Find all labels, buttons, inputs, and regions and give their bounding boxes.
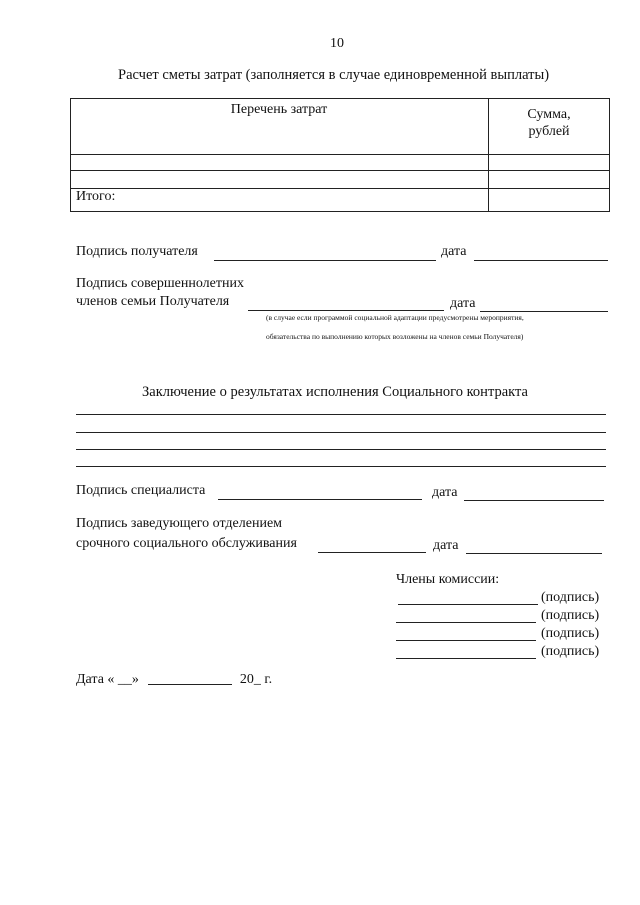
conclusion-line-1[interactable] (76, 414, 606, 415)
commission-signature-label-2: (подпись) (541, 608, 600, 623)
commission-signature-line-2[interactable] (396, 622, 536, 623)
head-date-label: дата (433, 538, 459, 553)
specialist-date-line[interactable] (464, 500, 604, 501)
family-signature-label-line2: членов семьи Получателя (76, 294, 230, 309)
recipient-signature-line[interactable] (214, 260, 436, 261)
recipient-signature-label: Подпись получателя (76, 244, 198, 259)
commission-signature-line-4[interactable] (396, 658, 536, 659)
family-signature-note-line2: обязательства по выполнению которых возложены на членов семьи Получателя) (266, 332, 524, 341)
head-signature-line[interactable] (318, 552, 426, 553)
commission-signature-label-3: (подпись) (541, 626, 600, 641)
family-signature-label-line1: Подпись совершеннолетних (76, 276, 244, 291)
date-prefix: Дата « (76, 672, 115, 687)
date-year-prefix: 20 (239, 672, 254, 687)
column-header-cost-list: Перечень затрат (230, 102, 328, 117)
date-month-blank[interactable] (148, 684, 232, 685)
column-header-sum-line1: Сумма, (527, 107, 571, 122)
conclusion-line-4[interactable] (76, 466, 606, 467)
cost-table (70, 96, 610, 214)
commission-signature-label-4: (подпись) (541, 644, 600, 659)
date-line (76, 672, 272, 688)
family-signature-note-line1: (в случае если программой социальной адаптации предусмотрены мероприятия, (266, 313, 524, 322)
page-number: 10 (330, 36, 344, 51)
cost-estimate-title: Расчет сметы затрат (заполняется в случае единовременной выплаты) (118, 67, 550, 83)
recipient-date-line[interactable] (474, 260, 608, 261)
family-date-label: дата (450, 296, 476, 311)
head-date-line[interactable] (466, 553, 602, 554)
date-year-blank[interactable]: _ (253, 672, 261, 687)
conclusion-line-2[interactable] (76, 432, 606, 433)
commission-signature-label-1: (подпись) (541, 590, 600, 605)
date-suffix: г. (264, 672, 273, 687)
conclusion-line-3[interactable] (76, 449, 606, 450)
family-date-line[interactable] (480, 311, 608, 312)
date-quote-close: » (131, 672, 139, 687)
specialist-signature-line[interactable] (218, 499, 422, 500)
recipient-date-label: дата (441, 244, 467, 259)
commission-signature-line-3[interactable] (396, 640, 536, 641)
commission-signature-line-1[interactable] (398, 604, 538, 605)
head-signature-label-line1: Подпись заведующего отделением (76, 516, 283, 531)
head-signature-label-line2: срочного социального обслуживания (76, 536, 297, 551)
total-label: Итого: (76, 189, 116, 204)
date-day-blank[interactable]: __ (117, 672, 132, 687)
column-header-sum-line2: рублей (528, 124, 570, 139)
family-signature-line[interactable] (248, 310, 444, 311)
specialist-date-label: дата (432, 485, 458, 500)
commission-title: Члены комиссии: (396, 572, 500, 587)
specialist-signature-label: Подпись специалиста (76, 483, 206, 498)
conclusion-title: Заключение о результатах исполнения Социального контракта (142, 384, 528, 400)
